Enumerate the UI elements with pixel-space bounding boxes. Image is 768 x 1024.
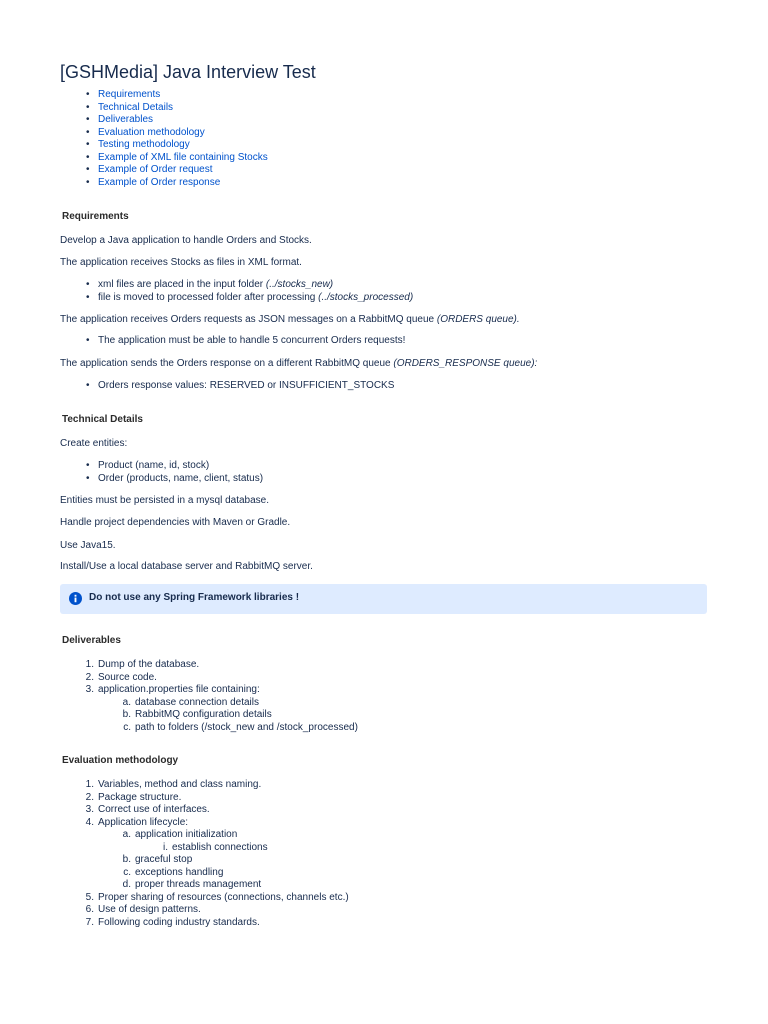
paragraph: The application receives Stocks as files in XML format. bbox=[60, 257, 302, 268]
paragraph: Handle project dependencies with Maven or Gradle. bbox=[60, 517, 291, 528]
list-item bbox=[60, 792, 349, 805]
list-item bbox=[60, 709, 358, 722]
list-item bbox=[60, 659, 358, 672]
paragraph: Use Java15. bbox=[60, 540, 116, 551]
section-heading-technical-details: Technical Details bbox=[62, 414, 143, 425]
paragraph: Create entities: bbox=[60, 438, 128, 449]
paragraph bbox=[60, 358, 537, 370]
list-item-text: application.properties file containing: bbox=[98, 684, 260, 695]
list-item: • Order (products, name, client, status) bbox=[60, 473, 263, 486]
bullet-list bbox=[60, 335, 405, 348]
toc-link-order-response[interactable]: Example of Order response bbox=[98, 176, 221, 188]
list-item: • Orders response values: RESERVED or INSUFFICIENT_STOCKS bbox=[60, 380, 394, 393]
page-title: [GSHMedia] Java Interview Test bbox=[60, 62, 316, 82]
list-marker: a. bbox=[122, 696, 131, 708]
toc-item bbox=[60, 164, 268, 177]
list-item bbox=[60, 917, 349, 930]
numbered-list-deliverables bbox=[60, 659, 358, 734]
list-marker: 2. bbox=[85, 791, 94, 803]
list-marker: i. bbox=[163, 841, 168, 853]
toc-link-order-request[interactable]: Example of Order request bbox=[98, 164, 213, 175]
list-item-text: proper threads management bbox=[135, 879, 262, 890]
list-item-text: path to folders (/stock_new and /stock_processed) bbox=[135, 721, 358, 733]
list-item-text: exceptions handling bbox=[135, 866, 224, 878]
list-marker: 1. bbox=[85, 779, 94, 790]
list-marker: b. bbox=[122, 854, 131, 865]
toc-link-requirements[interactable]: Requirements bbox=[98, 89, 161, 100]
list-item-text: Use of design patterns. bbox=[98, 904, 201, 915]
list-marker: 1. bbox=[85, 659, 94, 670]
paragraph: Develop a Java application to handle Orders and Stocks. bbox=[60, 235, 312, 246]
info-panel bbox=[60, 584, 707, 614]
list-marker: d. bbox=[122, 879, 131, 890]
list-item bbox=[60, 804, 349, 817]
list-item bbox=[60, 292, 413, 305]
list-marker: 3. bbox=[85, 684, 94, 695]
list-marker: a. bbox=[122, 829, 131, 840]
list-marker: 6. bbox=[85, 904, 94, 915]
list-item bbox=[60, 904, 349, 917]
list-item-text: database connection details bbox=[135, 696, 259, 708]
list-marker: c. bbox=[123, 866, 131, 878]
list-item: • Product (name, id, stock) bbox=[60, 460, 263, 473]
toc-link-evaluation-methodology[interactable]: Evaluation methodology bbox=[98, 126, 205, 138]
paragraph: Entities must be persisted in a mysql database. bbox=[60, 495, 269, 506]
paragraph-emphasis: (ORDERS queue). bbox=[436, 314, 520, 325]
toc-link-testing-methodology[interactable]: Testing methodology bbox=[98, 139, 190, 150]
list-item bbox=[60, 817, 349, 830]
list-marker: b. bbox=[122, 709, 131, 720]
list-item bbox=[60, 697, 358, 710]
toc-item bbox=[60, 127, 268, 140]
list-marker: c. bbox=[123, 721, 131, 733]
list-item: • The application must be able to handle 5 concurrent Orders requests! bbox=[60, 335, 405, 348]
list-item bbox=[60, 279, 413, 292]
list-item-text: Application lifecycle: bbox=[98, 816, 189, 828]
table-of-contents bbox=[60, 89, 268, 189]
toc-item bbox=[60, 139, 268, 152]
list-item bbox=[60, 779, 349, 792]
list-item-text: RabbitMQ configuration details bbox=[135, 709, 272, 720]
toc-item bbox=[60, 114, 268, 127]
list-item-text: Source code. bbox=[98, 671, 157, 683]
info-panel-text: Do not use any Spring Framework libraries ! bbox=[89, 592, 300, 603]
list-item bbox=[60, 867, 349, 880]
paragraph: Install/Use a local database server and RabbitMQ server. bbox=[60, 561, 313, 572]
toc-item bbox=[60, 89, 268, 102]
toc-item bbox=[60, 102, 268, 115]
bullet-list bbox=[60, 460, 263, 485]
list-item bbox=[60, 879, 349, 892]
list-item-path: (../stocks_new) bbox=[265, 279, 334, 290]
list-item-text: Following coding industry standards. bbox=[98, 916, 260, 928]
list-item-text: xml files are placed in the input folder bbox=[98, 279, 266, 290]
list-item-text: Variables, method and class naming. bbox=[98, 779, 262, 790]
info-icon bbox=[69, 592, 82, 605]
toc-item bbox=[60, 177, 268, 190]
bullet-list bbox=[60, 279, 413, 304]
toc-link-deliverables[interactable]: Deliverables bbox=[98, 114, 154, 125]
list-item bbox=[60, 854, 349, 867]
paragraph-emphasis: (ORDERS_RESPONSE queue): bbox=[393, 358, 538, 369]
section-heading-evaluation-methodology: Evaluation methodology bbox=[62, 755, 179, 766]
list-item bbox=[60, 842, 349, 855]
list-item-text: Package structure. bbox=[98, 791, 182, 803]
bullet-list bbox=[60, 380, 394, 393]
toc-link-xml-example[interactable]: Example of XML file containing Stocks bbox=[98, 151, 268, 163]
list-item-text: Proper sharing of resources (connections, channels etc.) bbox=[98, 891, 349, 903]
paragraph-text: The application sends the Orders response on a different RabbitMQ queue bbox=[60, 358, 394, 369]
list-item-text: application initialization bbox=[135, 829, 238, 840]
list-item-text: graceful stop bbox=[135, 854, 193, 865]
list-item bbox=[60, 684, 358, 697]
paragraph-text: The application receives Orders requests as JSON messages on a RabbitMQ queue bbox=[60, 314, 437, 325]
list-marker: 7. bbox=[85, 916, 94, 928]
list-item-text: file is moved to processed folder after processing bbox=[98, 291, 319, 303]
section-heading-deliverables: Deliverables bbox=[62, 635, 121, 646]
list-item bbox=[60, 722, 358, 735]
list-marker: 5. bbox=[85, 891, 94, 903]
paragraph bbox=[60, 314, 520, 326]
list-item-text: Dump of the database. bbox=[98, 659, 200, 670]
list-item bbox=[60, 892, 349, 905]
list-item bbox=[60, 829, 349, 842]
list-marker: 3. bbox=[85, 804, 94, 815]
numbered-list-evaluation bbox=[60, 779, 349, 929]
toc-link-technical-details[interactable]: Technical Details bbox=[98, 101, 174, 113]
list-item-path: (../stocks_processed) bbox=[318, 291, 414, 303]
list-item bbox=[60, 672, 358, 685]
list-item-text: establish connections bbox=[172, 841, 268, 853]
list-marker: 4. bbox=[85, 816, 94, 828]
toc-item bbox=[60, 152, 268, 165]
section-heading-requirements: Requirements bbox=[62, 211, 129, 222]
list-item-text: Correct use of interfaces. bbox=[98, 804, 210, 815]
list-marker: 2. bbox=[85, 671, 94, 683]
